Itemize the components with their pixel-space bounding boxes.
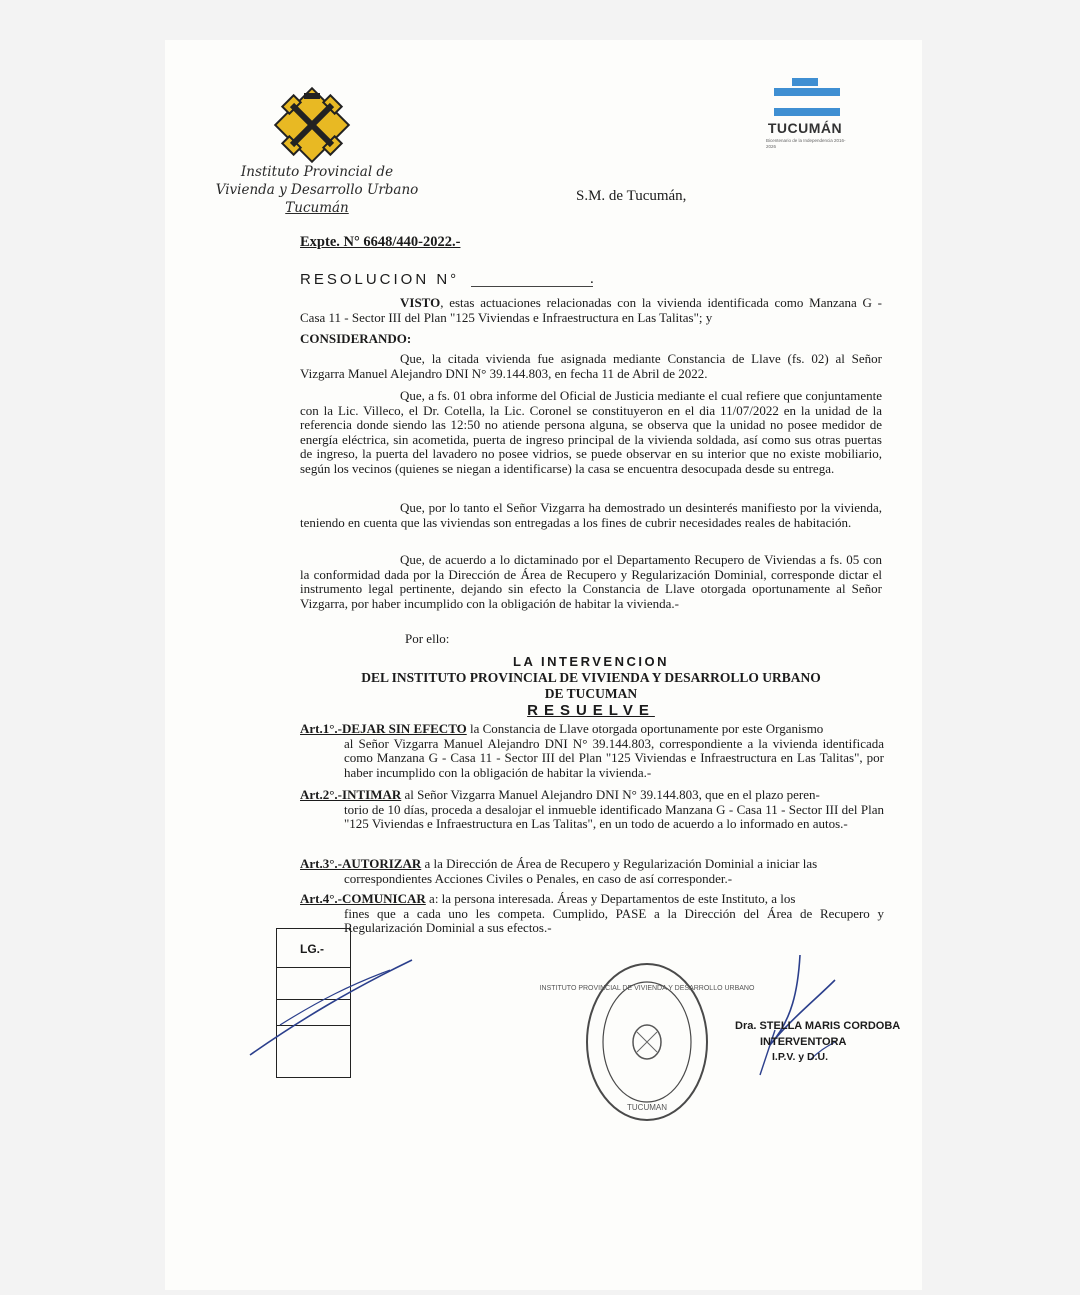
place-date: S.M. de Tucumán, [576,188,687,204]
article-4-cont: fines que a cada uno les competa. Cumplido, PASE a la Dirección del Área de Recupero y Regularización Dominial a sus efectos.- [344,905,884,936]
visto-label: VISTO [400,295,441,310]
paragraph-4 [300,553,882,611]
visto-text: , estas actuaciones relacionadas con la vivienda identificada como Manzana G - Casa 11 - Sector III del Plan "125 Viviendas e Infraestructura en Las Talitas"; y [300,295,882,325]
paragraph-1 [300,352,882,381]
article-2-text: al Señor Vizgarra Manuel Alejandro DNI N° 39.144.803, que en el plazo peren- [401,787,820,802]
article-3-cont: correspondientes Acciones Civiles o Penales, en caso de así corresponder.- [344,870,733,886]
stamp-bottom-text: TUCUMAN [627,1103,667,1112]
resolution-number-blank [471,286,593,287]
official-stamp-icon [539,960,755,1125]
article-4 [300,892,884,936]
paragraph-2 [300,389,882,477]
visto-paragraph [300,296,882,325]
article-2-cont: torio de 10 días, proceda a desalojar el inmueble identificado Manzana G - Casa 11 - Sector III del Plan "125 Viviendas e Infraestructura en Las Talitas", en un todo de acuerdo a lo informado en autos.- [344,801,884,832]
article-3-label: Art.3°.-AUTORIZAR [300,856,422,871]
article-1-label: Art.1°.-DEJAR SIN EFECTO [300,721,467,736]
gov-subtitle: Bicentenario de la Independencia 2016-2026 [766,138,846,149]
paragraph-4-text: Que, de acuerdo a lo dictaminado por el Departamento Recupero de Viviendas a fs. 05 con la conformidad dada por la Dirección de Área de Recupero y Regularización Dominial, corresponde dictar el instrumento legal pertinente, dejando sin efecto la Constancia de Llave otorgada oportunamente al Señor Vizgarra, por haber incumplido con la obligación de habitar la vivienda.- [300,552,882,611]
signer-name: Dra. STELLA MARIS CORDOBA [735,1020,901,1032]
considerando-heading: CONSIDERANDO: [300,331,412,346]
signer-org: I.P.V. y D.U. [772,1051,829,1063]
resolution-number-end: . [590,271,594,287]
resuelve-text: RESUELVE [527,702,655,719]
resolution-header-3: DE TUCUMAN [544,686,638,701]
institute-line-3: Tucumán [285,200,349,216]
resolution-header-2: DEL INSTITUTO PROVINCIAL DE VIVIENDA Y DESARROLLO URBANO [361,670,821,685]
resolution-header-1: LA INTERVENCION [513,654,669,669]
institute-line-1: Instituto Provincial de [240,164,394,180]
paragraph-3-text: Que, por lo tanto el Señor Vizgarra ha demostrado un desinterés manifiesto por la vivienda, teniendo en cuenta que las viviendas son entregadas a los fines de cubrir necesidades reales de habitación. [300,500,882,530]
initials-text: LG.- [300,942,324,956]
article-2 [300,788,884,832]
institute-name [212,163,422,217]
institute-logo-icon [272,85,352,165]
paragraph-3 [300,501,882,530]
resolution-number-label: RESOLUCION N° [300,271,460,288]
por-ello: Por ello: [405,631,450,646]
article-3-text: a la Dirección de Área de Recupero y Regularización Dominial a iniciar las [421,856,818,871]
resuelve-heading [300,702,882,719]
gov-name: TUCUMÁN [767,120,843,136]
article-4-label: Art.4°.-COMUNICAR [300,891,426,906]
institute-line-2: Vivienda y Desarrollo Urbano [215,182,419,198]
article-1-cont: al Señor Vizgarra Manuel Alejandro DNI N° 39.144.803, correspondiente a la vivienda identificada como Manzana G - Casa 11 - Sector III del Plan "125 Viviendas e Infraestructura en Las Talitas", por haber incumplido con la obligación de habitar la vivienda.- [344,735,884,780]
article-1 [300,722,884,780]
paragraph-1-text: Que, la citada vivienda fue asignada mediante Constancia de Llave (fs. 02) al Señor Vizgarra Manuel Alejandro DNI N° 39.144.803, en fecha 11 de Abril de 2022. [300,351,882,381]
article-1-text: la Constancia de Llave otorgada oportunamente por este Organismo [466,721,824,736]
article-4-text: a: la persona interesada. Áreas y Departamentos de este Instituto, a los [425,891,796,906]
signer-role: INTERVENTORA [760,1036,847,1048]
expediente-number: Expte. N° 6648/440-2022.- [300,234,461,250]
article-3 [300,857,884,886]
stamp-top-text: INSTITUTO PROVINCIAL DE VIVIENDA Y DESARROLLO URBANO [539,985,755,992]
initials-signature-icon [240,950,420,1060]
paragraph-2-text: Que, a fs. 01 obra informe del Oficial de Justicia mediante el cual refiere que conjuntamente con la Lic. Villeco, el Dr. Cotella, la Lic. Coronel se constituyeron en el dia 11/07/2022 en la unidad de la referencia donde siendo las 12:50 no atiende persona alguna, se observa que la unidad no posee medidor de energía eléctrica, sin acometida, puerta de ingreso principal de la vivienda soldada, así como sus otras puertas de ingreso, la puerta del lavadero no posee vidrios, se puede observar en su interior que no existe mobiliario, según los vecinos (quienes se niegan a identificarse) la casa se encuentra desocupada desde su entrega. [300,388,882,476]
article-2-label: Art.2°.-INTIMAR [300,787,402,802]
